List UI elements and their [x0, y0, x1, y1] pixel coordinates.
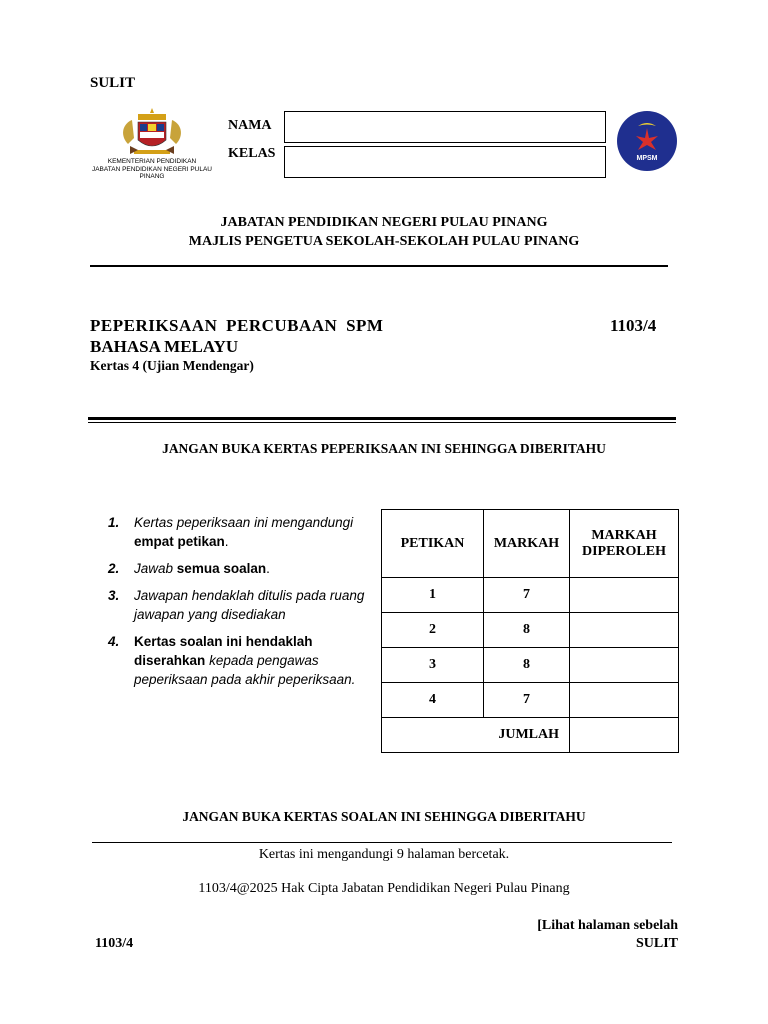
- marks-table: [381, 509, 679, 753]
- cell-petikan: 1: [382, 578, 484, 613]
- instruction-number: 3.: [108, 588, 120, 603]
- nama-field[interactable]: [284, 111, 606, 143]
- cell-petikan: 4: [382, 683, 484, 718]
- cell-markah: 7: [484, 578, 570, 613]
- sulit-label-top: SULIT: [90, 75, 136, 91]
- instruction-item-2: [134, 559, 374, 578]
- instruction-text-bold: empat petikan: [134, 534, 225, 549]
- instruction-text-bold: semua soalan: [176, 561, 267, 576]
- cell-diperoleh[interactable]: [570, 613, 679, 648]
- total-label: JUMLAH: [382, 718, 570, 753]
- warning-bottom: JANGAN BUKA KERTAS SOALAN INI SEHINGGA DIBERITAHU: [182, 809, 586, 824]
- org-line-2: MAJLIS PENGETUA SEKOLAH-SEKOLAH PULAU PINANG: [188, 234, 580, 249]
- table-row: [382, 683, 679, 718]
- exam-paper: Kertas 4 (Ujian Mendengar): [90, 358, 254, 373]
- mpsm-logo-text: MPSM: [636, 155, 658, 162]
- warning-top: JANGAN BUKA KERTAS PEPERIKSAAN INI SEHINGGA DIBERITAHU: [162, 441, 606, 456]
- kelas-label: KELAS: [228, 146, 276, 161]
- instruction-item-3: [134, 586, 374, 624]
- cell-petikan: 2: [382, 613, 484, 648]
- cell-diperoleh[interactable]: [570, 578, 679, 613]
- footer-divider: [92, 842, 672, 843]
- crest-caption-line2: JABATAN PENDIDIKAN NEGERI PULAU PINANG: [91, 166, 213, 180]
- exam-code: 1103/4: [610, 316, 657, 335]
- instruction-text: kepada pengawas peperiksaan pada akhir peperiksaan.: [134, 653, 356, 687]
- mpsm-logo: [616, 110, 678, 172]
- footer-exam-code: 1103/4: [95, 936, 134, 951]
- instruction-text: Jawab: [134, 561, 174, 576]
- table-header-row: [382, 510, 679, 578]
- double-rule-thin: [88, 422, 676, 423]
- cell-petikan: 3: [382, 648, 484, 683]
- table-row: [382, 578, 679, 613]
- cell-markah: 8: [484, 648, 570, 683]
- instruction-text: .: [224, 534, 229, 549]
- total-value[interactable]: [570, 718, 679, 753]
- nama-label: NAMA: [228, 118, 272, 133]
- header-divider: [90, 265, 668, 267]
- header-petikan: PETIKAN: [382, 510, 484, 578]
- instruction-text: .: [266, 561, 270, 576]
- crest-caption-line1: KEMENTERIAN PENDIDIKAN: [107, 158, 197, 165]
- instruction-item-1: [134, 513, 374, 551]
- instruction-number: 4.: [108, 634, 120, 649]
- see-next-page: [Lihat halaman sebelah: [537, 918, 678, 933]
- header-markah: MARKAH: [484, 510, 570, 578]
- cell-diperoleh[interactable]: [570, 648, 679, 683]
- table-row: [382, 613, 679, 648]
- page-count-note: Kertas ini mengandungi 9 halaman bercetak.: [258, 847, 510, 862]
- instruction-text: Jawapan hendaklah ditulis pada ruang jawapan yang disediakan: [134, 588, 365, 622]
- instruction-number: 2.: [108, 561, 120, 576]
- exam-subject: BAHASA MELAYU: [90, 337, 239, 356]
- double-rule-thick: [88, 417, 676, 420]
- cell-markah: 7: [484, 683, 570, 718]
- sulit-label-bottom: SULIT: [635, 936, 678, 951]
- table-total-row: [382, 718, 679, 753]
- copyright-note: 1103/4@2025 Hak Cipta Jabatan Pendidikan Negeri Pulau Pinang: [198, 881, 570, 896]
- instruction-text: Kertas peperiksaan ini mengandungi: [134, 515, 354, 530]
- instruction-item-4: [134, 632, 374, 689]
- kelas-field[interactable]: [284, 146, 606, 178]
- instruction-number: 1.: [108, 515, 120, 530]
- instruction-text-bold: Kertas soalan ini hendaklah diserahkan: [134, 634, 313, 668]
- exam-title: PEPERIKSAAN PERCUBAAN SPM: [90, 316, 384, 335]
- cell-diperoleh[interactable]: [570, 683, 679, 718]
- table-row: [382, 648, 679, 683]
- cell-markah: 8: [484, 613, 570, 648]
- org-line-1: JABATAN PENDIDIKAN NEGERI PULAU PINANG: [220, 215, 548, 230]
- header-markah-diperoleh: MARKAH DIPEROLEH: [570, 510, 679, 578]
